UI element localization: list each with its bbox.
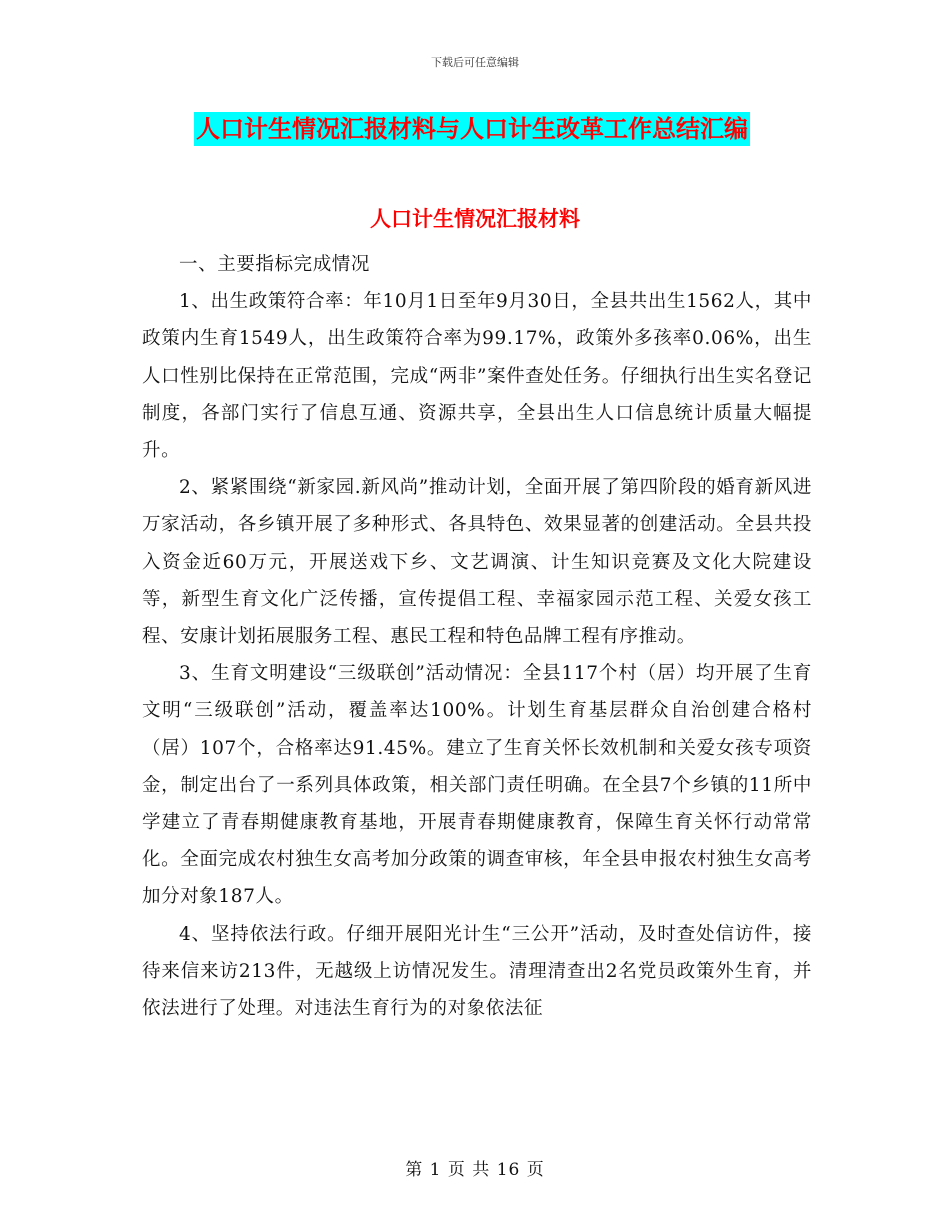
page-number: 第 1 页 共 16 页	[405, 1160, 545, 1180]
section-title: 人口计生情况汇报材料	[370, 207, 580, 231]
body-text	[142, 246, 812, 1027]
document-title: 人口计生情况汇报材料与人口计生改革工作总结汇编	[194, 112, 750, 146]
paragraph-law-administration: 4、坚持依法行政。仔细开展阳光计生“三公开”活动，及时查处信访件，接待来信来访213件，无越级上访情况发生。清理清查出2名党员政策外生育，并依法进行了处理。对违法生育行为的对象依法征	[142, 923, 812, 1020]
header-note: 下载后可任意编辑	[431, 56, 519, 69]
paragraph-heading-main-indicators: 一、主要指标完成情况	[179, 254, 371, 275]
paragraph-birth-policy: 1、出生政策符合率：年10月1日至年9月30日，全县共出生1562人，其中政策内生育1549人，出生政策符合率为99.17%，政策外多孩率0.06%，出生人口性别比保持在正常范围，完成“两非”案件查处任务。仔细执行出生实名登记制度，各部门实行了信息互通、资源共享，全县出生人口信息统计质量大幅提升。	[142, 291, 812, 462]
paragraph-three-level-creation: 3、生育文明建设“三级联创”活动情况：全县117个村（居）均开展了生育文明“三级联创”活动，覆盖率达100%。计划生育基层群众自治创建合格村（居）107个，合格率达91.45%。建立了生育关怀长效机制和关爱女孩专项资金，制定出台了一系列具体政策，相关部门责任明确。在全县7个乡镇的11所中学建立了青春期健康教育基地，开展青春期健康教育，保障生育关怀行动常常化。全面完成农村独生女高考加分政策的调查审核，年全县申报农村独生女高考加分对象187人。	[142, 663, 812, 908]
paragraph-new-home-campaign: 2、紧紧围绕“新家园.新风尚”推动计划，全面开展了第四阶段的婚育新风进万家活动，各乡镇开展了多种形式、各具特色、效果显著的创建活动。全县共投入资金近60万元，开展送戏下乡、文艺调演、计生知识竞赛及文化大院建设等，新型生育文化广泛传播，宣传提倡工程、幸福家园示范工程、关爱女孩工程、安康计划拓展服务工程、惠民工程和特色品牌工程有序推动。	[142, 477, 812, 648]
